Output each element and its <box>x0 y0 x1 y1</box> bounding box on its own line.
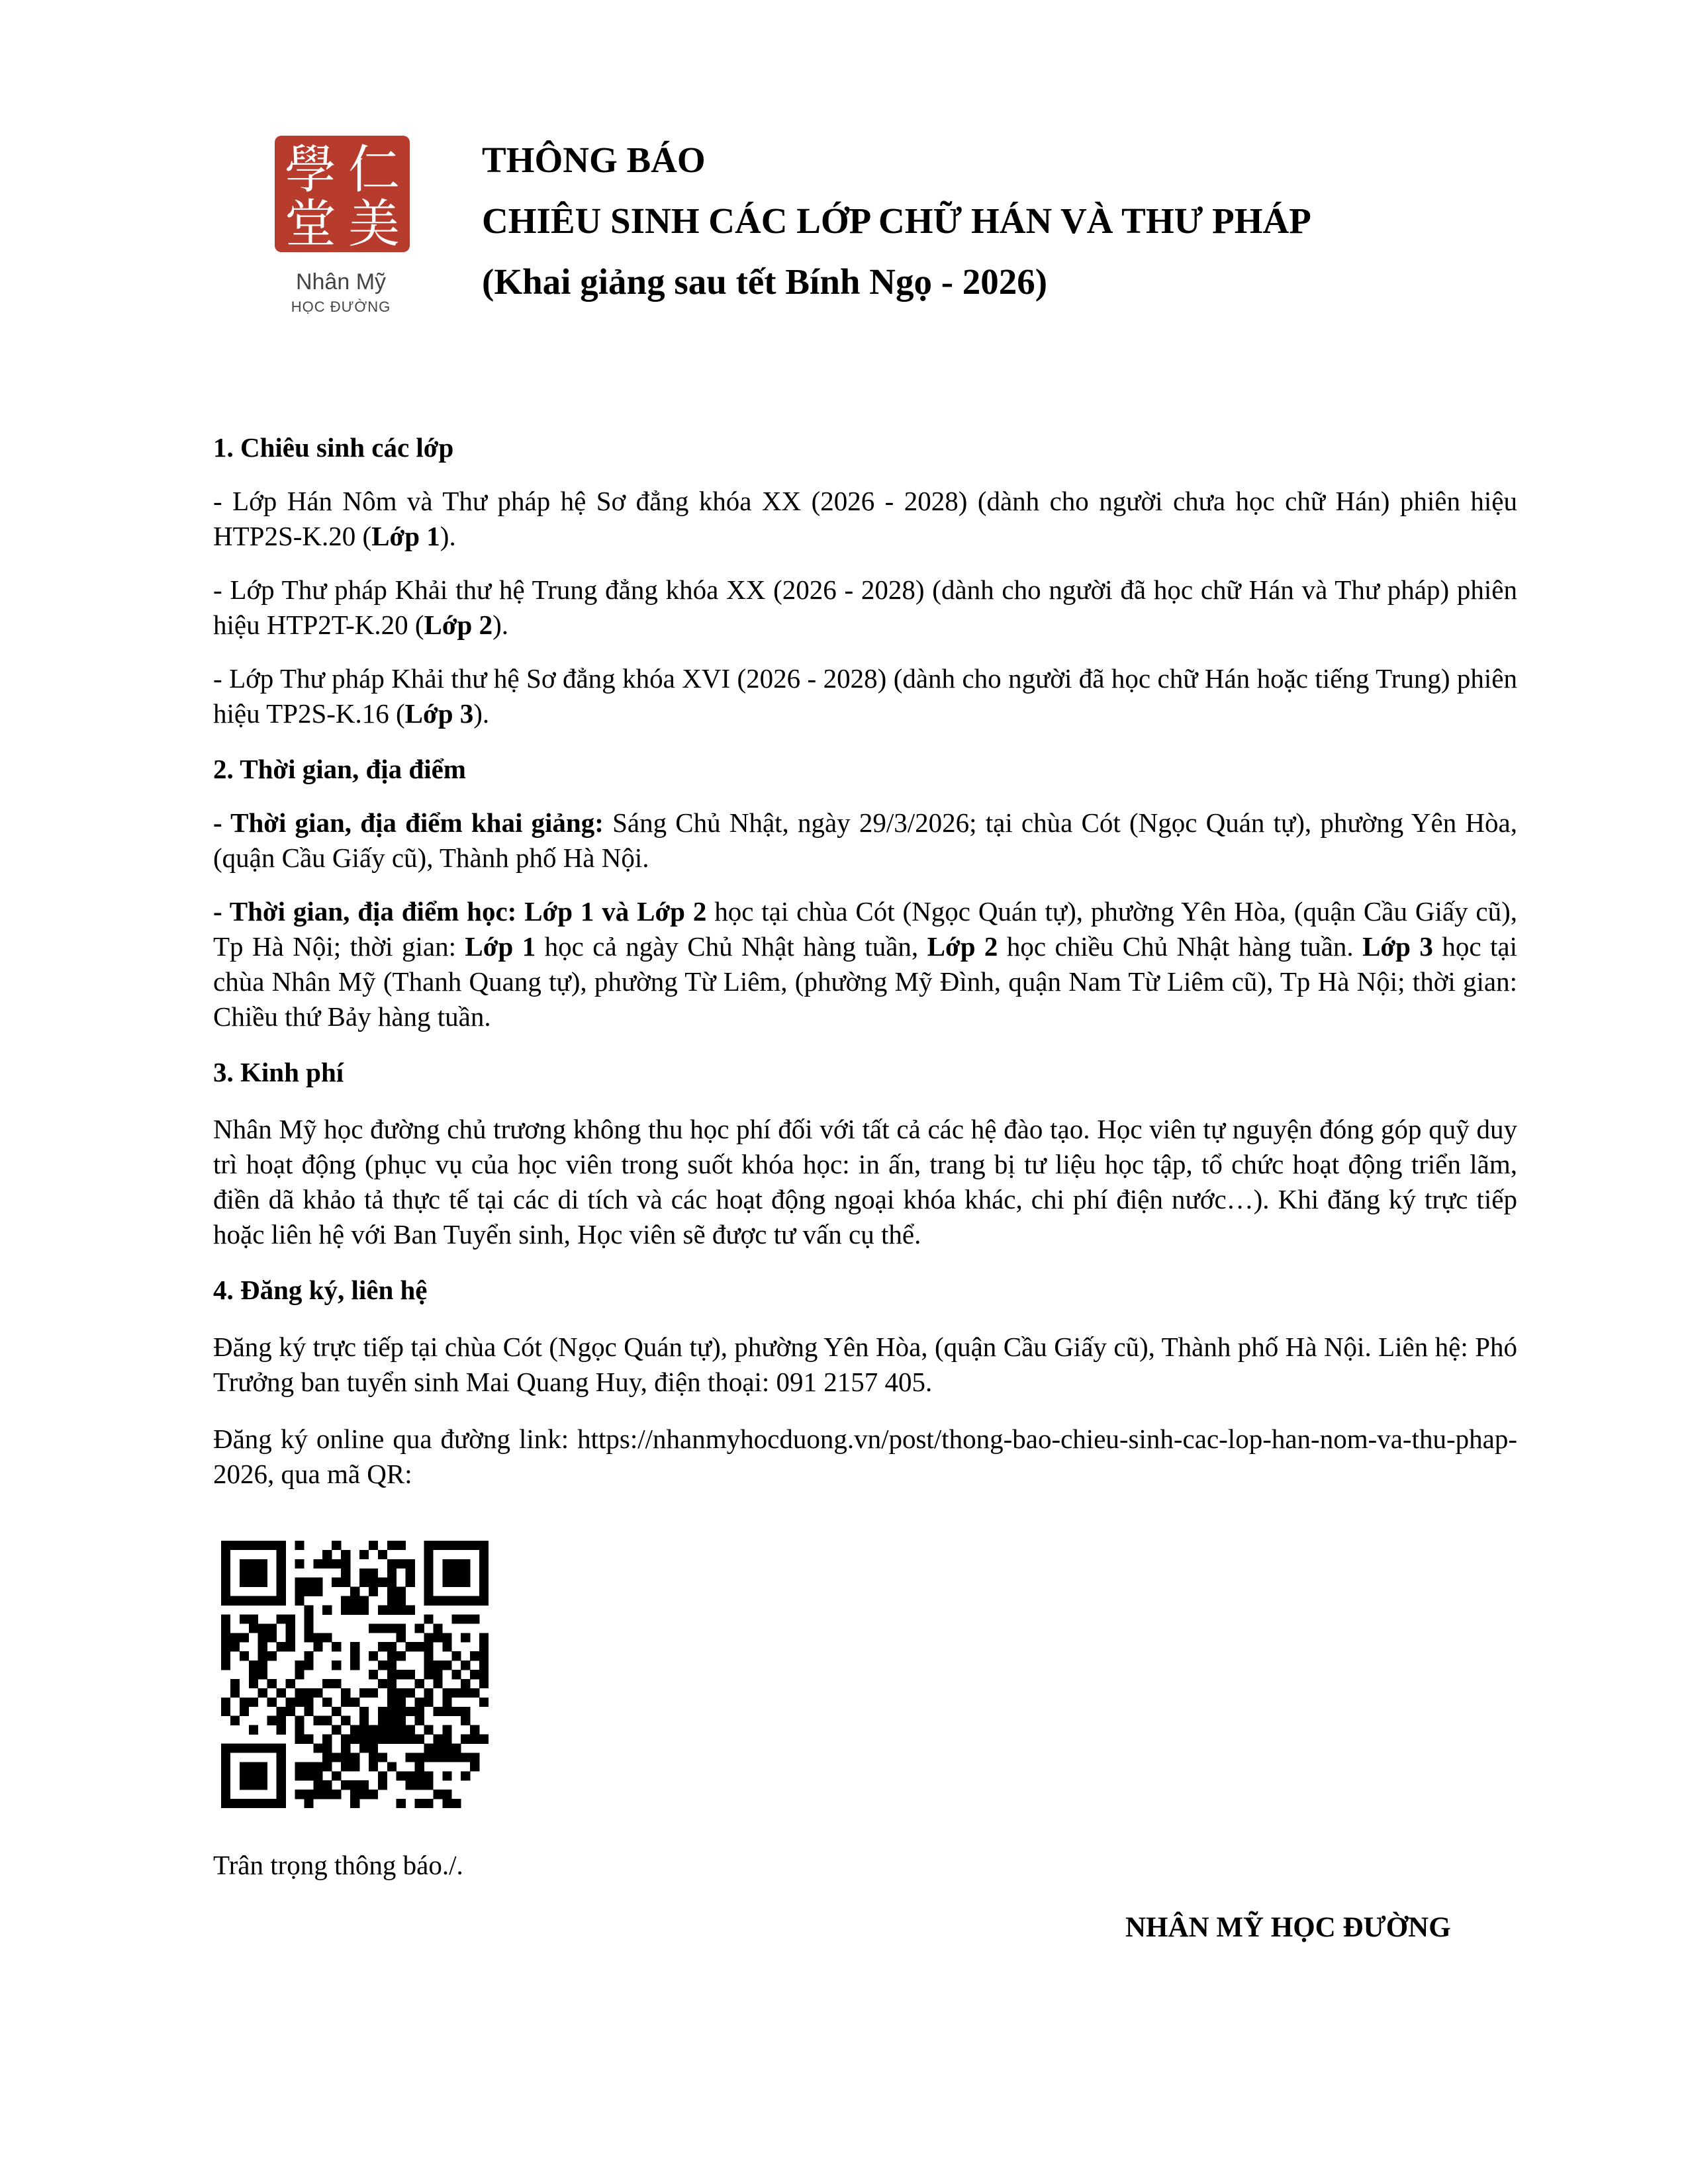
bold-label: - Thời gian, địa điểm học: <box>213 896 517 927</box>
header-note: (Khai giảng sau tết Bính Ngọ - 2026) <box>482 261 1048 302</box>
text-span: ). <box>492 610 509 640</box>
section-3-title: 3. Kinh phí <box>213 1057 344 1087</box>
section-3-paragraph-1: Nhân Mỹ học đường chủ trương không thu học phí đối với tất cả các hệ đào tạo. Học viên tự nguyện đóng góp quỹ duy trì hoạt động (phục vụ của học viên trong suốt khóa học: in ấn, trang bị tư liệu học tập, tổ chức hoạt động triển lãm, điền dã khảo tả thực tế tại các di tích và các hoạt động ngoại khóa khác, chi phí điện nước…). Khi đăng ký trực tiếp hoặc liên hệ với Ban Tuyển sinh, Học viên sẽ được tư vấn cụ thể. <box>213 1114 1517 1250</box>
text-span: học tại chùa Nhân Mỹ (Thanh Quang tự), phường Từ Liêm, (phường Mỹ Đình, quận Nam Từ Liêm cũ), Tp Hà Nội; thời gian: Chiều thứ Bảy hàng tuần. <box>213 931 1517 1032</box>
bold-span: Lớp 3 <box>1362 931 1433 962</box>
seal-char-1: 仁 <box>348 140 400 200</box>
text-span: Đăng ký online qua đường link: <box>213 1424 578 1454</box>
text-span: - Lớp Thư pháp Khải thư hệ Sơ đẳng khóa XVI (2026 - 2028) (dành cho người đã học chữ Hán hoặc tiếng Trung) phiên hiệu TP2S-K.16 ( <box>213 663 1517 729</box>
text-span: học tại chùa Cót (Ngọc Quán tự), phường Yên Hòa, (quận Cầu Giấy cũ), Tp Hà Nội; thời gian: <box>213 896 1517 962</box>
section-1-paragraph-1 <box>213 484 1517 554</box>
section-1-paragraph-2 <box>213 572 1517 643</box>
bold-label: - Thời gian, địa điểm khai giảng: <box>213 807 604 838</box>
section-1-title: 1. Chiêu sinh các lớp <box>213 432 454 463</box>
bold-span: Lớp 3 <box>404 698 474 729</box>
document-header <box>482 130 1541 312</box>
bold-span: Lớp 2 <box>424 610 493 640</box>
bold-span: Lớp 1 <box>371 521 440 551</box>
section-2-paragraph-1 <box>213 805 1517 876</box>
signature: NHÂN MỸ HỌC ĐƯỜNG <box>1125 1912 1451 1943</box>
logo-name: Nhân Mỹ <box>295 269 387 295</box>
text-span: học cả ngày Chủ Nhật hàng tuần, <box>536 931 927 962</box>
section-4-paragraph-1: Đăng ký trực tiếp tại chùa Cót (Ngọc Quán tự), phường Yên Hòa, (quận Cầu Giấy cũ), Thành phố Hà Nội. Liên hệ: Phó Trưởng ban tuyển sinh Mai Quang Huy, điện thoại: 091 2157 405. <box>213 1332 1517 1397</box>
text-span: ). <box>473 698 490 729</box>
bold-span: Lớp 1 và Lớp 2 <box>524 896 707 927</box>
text-span: học chiều Chủ Nhật hàng tuần. <box>998 931 1363 962</box>
closing-line: Trân trọng thông báo./. <box>213 1850 463 1880</box>
seal-char-2: 學 <box>284 140 337 200</box>
document-body <box>213 430 1517 1492</box>
section-2-paragraph-2 <box>213 894 1517 1034</box>
text-span: , qua mã QR: <box>267 1459 412 1489</box>
section-4-title: 4. Đăng ký, liên hệ <box>213 1275 428 1305</box>
seal-char-3: 美 <box>348 195 400 252</box>
header-title: THÔNG BÁO <box>482 140 706 180</box>
text-span: Sáng Chủ Nhật, ngày 29/3/2026; tại chùa Cót (Ngọc Quán tự), phường Yên Hòa, (quận Cầu Giấy cũ), Thành phố Hà Nội. <box>213 807 1517 873</box>
text-span: - Lớp Hán Nôm và Thư pháp hệ Sơ đẳng khóa XX (2026 - 2028) (dành cho người chưa học chữ Hán) phiên hiệu HTP2S-K.20 ( <box>213 486 1517 551</box>
section-2-title: 2. Thời gian, địa điểm <box>213 754 466 784</box>
seal-logo-icon <box>275 136 410 252</box>
header-subtitle: CHIÊU SINH CÁC LỚP CHỮ HÁN VÀ THƯ PHÁP <box>482 201 1311 241</box>
bold-span: Lớp 1 <box>465 931 536 962</box>
seal-char-4: 堂 <box>284 195 337 252</box>
section-1-paragraph-3 <box>213 661 1517 731</box>
bold-span: Lớp 2 <box>927 931 998 962</box>
qr-code-icon[interactable] <box>221 1541 489 1808</box>
logo-subtitle: HỌC ĐƯỜNG <box>291 298 391 315</box>
section-4-paragraph-2 <box>213 1422 1517 1492</box>
text-span: ). <box>440 521 456 551</box>
text-span: - Lớp Thư pháp Khải thư hệ Trung đẳng khóa XX (2026 - 2028) (dành cho người đã học chữ Hán và Thư pháp) phiên hiệu HTP2T-K.20 ( <box>213 574 1517 640</box>
registration-link[interactable]: https://nhanmyhocduong.vn/post/thong-bao-chieu-sinh-cac-lop-han-nom-va-thu-phap-2026 <box>213 1424 1517 1489</box>
